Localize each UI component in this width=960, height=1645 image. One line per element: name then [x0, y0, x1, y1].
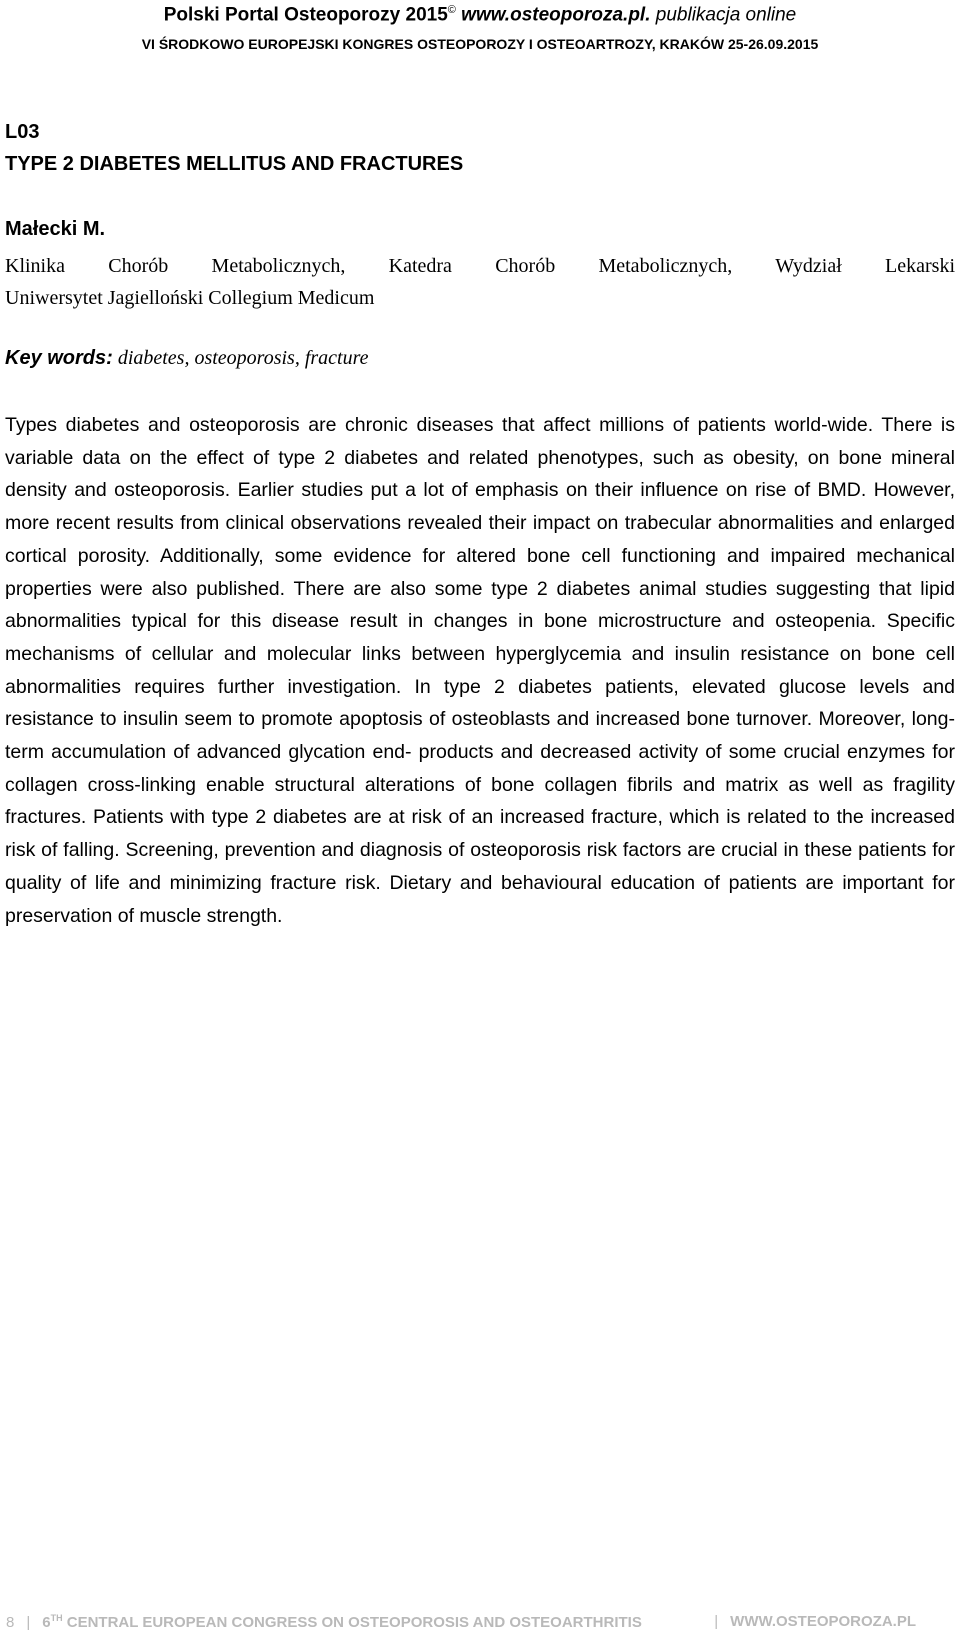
page-footer: [6, 1613, 954, 1631]
running-header: [0, 4, 960, 26]
affiliation-line-1: Klinika Chorób Metabolicznych, Katedra Chorób Metabolicznych, Wydział Lekarski: [5, 255, 955, 277]
footer-site: [702, 1613, 916, 1630]
keywords-list: diabetes, osteoporosis, fracture: [117, 347, 369, 369]
keywords-label: Key words:: [5, 347, 113, 369]
abstract-body: Types diabetes and osteoporosis are chronic diseases that affect millions of patients world-wide. There is variable data on the effect of type 2 diabetes and related phenotypes, such as obesity, on bone mineral density and osteoporosis. Earlier studies put a lot of emphasis on their influence on rise of BMD. However, more recent results from clinical observations revealed their impact on trabecular abnormalities and enlarged cortical porosity. Additionally, some evidence for altered bone cell functioning and impaired mechanical properties were also published. There are also some type 2 diabetes animal studies suggesting that lipid abnormalities typical for this disease result in changes in bone microstructure and osteopenia. Specific mechanisms of cellular and molecular links between hyperglycemia and insulin resistance on bone cell abnormalities requires further investigation. In type 2 diabetes patients, elevated glucose levels and resistance to insulin seem to promote apoptosis of osteoblasts and increased bone turnover. Moreover, long-term accumulation of advanced glycation end- products and decreased activity of some crucial enzymes for collagen cross-linking enable structural alterations of bone collagen fibrils and matrix as well as fragility fractures. Patients with type 2 diabetes are at risk of an increased fracture, which is related to the increased risk of falling. Screening, prevention and diagnosis of osteoporosis risk factors are crucial in these patients for quality of life and minimizing fracture risk. Dietary and behavioural education of patients are important for preservation of muscle strength.: [5, 414, 955, 927]
keywords: [5, 347, 369, 370]
portal-name: Polski Portal Osteoporozy 2015: [163, 4, 448, 26]
copyright-mark: ©: [447, 4, 456, 16]
author: Małecki M.: [5, 218, 106, 240]
footer-separator-2: |: [714, 1613, 719, 1630]
footer-ordinal-suffix: TH: [50, 1613, 63, 1623]
affiliation-line-2: Uniwersytet Jagielloński Collegium Medicum: [5, 287, 375, 309]
footer-site-url[interactable]: WWW.OSTEOPOROZA.PL: [730, 1613, 916, 1630]
affiliation: [5, 250, 955, 314]
abstract-title: TYPE 2 DIABETES MELLITUS AND FRACTURES: [5, 153, 464, 175]
abstract-code: L03: [5, 121, 40, 143]
footer-congress: CENTRAL EUROPEAN CONGRESS ON OSTEOPOROSIS AND OSTEOARTHRITIS: [66, 1614, 642, 1631]
page-number: 8: [6, 1614, 15, 1631]
footer-separator: |: [26, 1614, 31, 1631]
congress-header: VI ŚRODKOWO EUROPEJSKI KONGRES OSTEOPOROZY I OSTEOARTROZY, KRAKÓW 25-26.09.2015: [141, 36, 819, 52]
publication-note: publikacja online: [655, 4, 797, 26]
footer-ordinal: 6: [42, 1614, 51, 1631]
header-site[interactable]: www.osteoporoza.pl.: [461, 4, 651, 26]
